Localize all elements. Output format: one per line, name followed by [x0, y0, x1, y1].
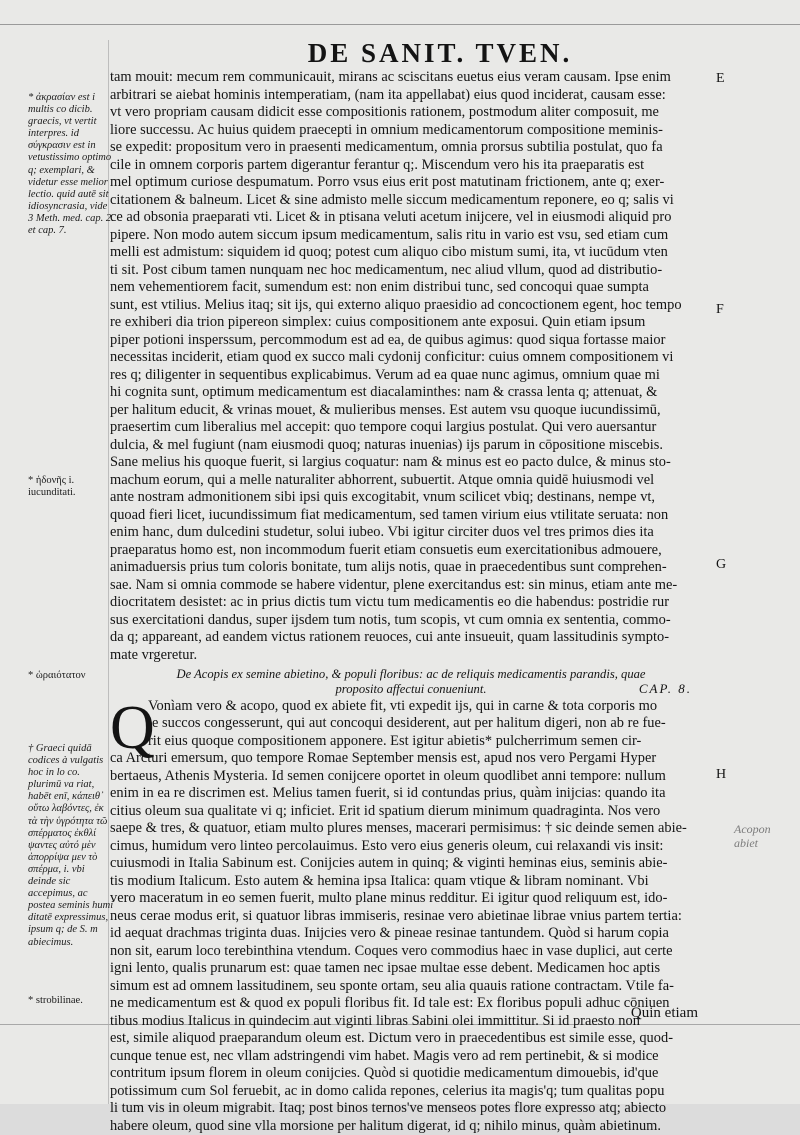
margin-letter-h: H	[716, 767, 726, 783]
running-head: DE SANIT. TVEN.	[270, 38, 610, 68]
side-note-4: † Graeci quidā codices à vulgatis hoc in lo co. plurimū va riat, habēt enī, κάπειθ᾽ οὕτω λαβόντες, ἐκ τὰ τὴν ὑγρότητα τῶ σπέρματος ἐκθλί ψαντες αὐτό μὲν ἀπορρίψα μεν τὸ σπέρμα, i. vbi deinde sic accepimus, ac postea seminis humi ditatē expressimus, ipsum q; de S. m abiecimus.	[28, 743, 114, 949]
text-line: ti sit. Post cibum tamen nunquam nec hoc medicamentum, nec aliud vllum, quod ad distributio-	[110, 262, 712, 280]
side-notes	[8, 40, 108, 1020]
chapter-caption	[110, 667, 712, 698]
text-line: nem vehementiorem facit, sumendum est: non enim distribui tunc, sed concoqui quae sumpta	[110, 279, 712, 297]
text-line: enim in ea re discrimen est. Melius tamen fuerit, si id contundas prius, quàm inijcias: quando ita	[110, 785, 712, 803]
text-line: necessitas inciderit, etiam quod ex succo mali cydonij conficitur: cuius omnem compositionem vi	[110, 349, 712, 367]
side-note-5: * strobilinae.	[28, 995, 114, 1007]
text-line: quoad fieri licet, iucundissimum fiat medicamentum, sed tamen virium eius vtilitate seruata: non	[110, 507, 712, 525]
text-line: cile in omnem corporis partem digerantur ferantur q;. Miscendum vero his ita praeparatis est	[110, 157, 712, 175]
text-line: Vonìam vero & acopo, quod ex abiete fit, vti expedit ijs, qui in carne & tota corporis mo	[110, 698, 712, 716]
text-line: dulcia, & mel fugiunt (nam eiusmodi quoq; naturas inuenias) ijs parum in cōpositione miscebis.	[110, 437, 712, 455]
text-line: hi cognita sunt, optimum medicamentum est diacalaminthes: nam & crassa lenta q; attenuat, &	[110, 384, 712, 402]
text-line: ne medicamentum est & quod ex populi floribus fit. Id tale est: Ex floribus populi adhuc cōniuen	[110, 995, 712, 1013]
handwritten-annotation: Acopon abiet	[734, 822, 794, 850]
text-block-2	[110, 698, 712, 1135]
text-line: re exhiberi dia trion pipereon simplex: cuius compositionem ante exposui. Quin etiam ipsum	[110, 314, 712, 332]
text-line: non sit, earum loco terebinthina vtendum. Coques vero commodius haec in vase duplici, aut certe	[110, 943, 712, 961]
text-line: ca Arcturi emersum, quo tempore Romae September mensis est, apud nos vero Pergami Hyper	[110, 750, 712, 768]
text-line: tam mouit: mecum rem communicauit, mirans ac sciscitans euetus eius veram causam. Ipse enim	[110, 69, 712, 87]
text-line: citationem & balneum. Licet & sine admisto melle siccum medicamentum reponere, eo q; salis vi	[110, 192, 712, 210]
margin-letter-f: F	[716, 302, 724, 318]
text-line: sae. Nam si omnia commode se habere videntur, plene exercitandus est: sin minus, etiam ante me-	[110, 577, 712, 595]
text-line: praesertim cum liberalius mel accepit: quo tempore coqui largius postulat. Qui vero auersantur	[110, 419, 712, 437]
text-block-1	[110, 69, 712, 664]
catchword: Quin etiam	[631, 1004, 698, 1022]
drop-cap: Q	[110, 700, 155, 756]
text-line: neus cerae modus erit, si quatuor libras immiseris, resinae vero abietinae librae vnius partem tertia:	[110, 908, 712, 926]
text-line: tibus modius Italicus in quindecim aut viginti libras Sabini olei immittitur. Si id praesto non	[110, 1013, 712, 1031]
text-line: contritum ipsum florem in oleum conijcies. Quòd si quotidie medicamentum dimouebis, id'que	[110, 1065, 712, 1083]
text-line: mel optimum curiose despumatum. Porro vsus eius erit post matutinam frictionem, ante q; exer-	[110, 174, 712, 192]
text-line: enim hanc, dum dulcedini studetur, solui iubeo. Vbi igitur circiter duos vel tres primos dies ita	[110, 524, 712, 542]
text-line: sus exercitationi dandus, super ijsdem tum notis, tum scopis, vt cum omnia ex sententia, commo-	[110, 612, 712, 630]
text-line: piper potioni insperssum, percommodum est ad ea, de quibus agimus: quod siqua fortasse maior	[110, 332, 712, 350]
text-line: citius oleum sua qualitate vi q; inficiet. Erit id spatium dierum minimum quadraginta. Nos vero	[110, 803, 712, 821]
margin-letters	[712, 69, 732, 1029]
text-line: potissimum cum Sol feruebit, ac in domo calida repones, celerius ita magis'q; tum qualitas popu	[110, 1083, 712, 1101]
text-line: pipere. Non modo autem siccum ipsum medicamentum, salis ritu in vario est vsu, sed etiam cum	[110, 227, 712, 245]
text-line: id aequat drachmas triginta duas. Inijcies vero & pineae resinae tantundem. Quòd si harum copia	[110, 925, 712, 943]
text-line: cunque tenue est, nec vllam adstringendi vim habet. Magis vero ad rem pertinebit, & si modice	[110, 1048, 712, 1066]
text-line: per halitum educit, & vrinas mouet, & mulieribus menses. Est autem vsu quoque iucundissimū,	[110, 402, 712, 420]
text-line: praeparatus homo est, non incommodum fuerit etiam consuetis eum exercitationibus admouere,	[110, 542, 712, 560]
chapter-caption-row	[110, 682, 712, 698]
side-note-2: * ἡδονῆς i. iucunditati.	[28, 475, 114, 499]
text-line: vt vero propriam causam didicit esse compositionis rationem, postmodum aliter composuit, me	[110, 104, 712, 122]
text-line: ante nostram admonitionem sibi ipsi quis excogitabit, vnum scilicet vbiq; destinans, nempe vt,	[110, 489, 712, 507]
main-text	[110, 69, 712, 1029]
text-line: animaduersis prius tum coloris bonitate, tum alijs notis, quae in praecedentibus sunt comprehen-	[110, 559, 712, 577]
text-line: Sane melius his quoque fuerit, si largius coquatur: nam & minus est eo pacto dulce, & minus sto-	[110, 454, 712, 472]
chapter-paragraph	[110, 698, 712, 1135]
text-line: habere oleum, quod sine vlla morsione per halitum digerat, id q; nihilo minus, quàm abietinum.	[110, 1118, 712, 1135]
side-note-1: * ἀκρασίαν est i multis co dicib. graecis, vt vertit interpres. id σύγκρασιν est in vetustissimo optimo q; exemplari, & videtur esse melior lectio. quid autē sit idiosyncrasia, vide 3 Meth. med. cap. 2. et cap. 7.	[28, 92, 114, 237]
text-line: res q; diligenter in sequentibus explicabimus. Verum ad ea quae nunc agimus, omnium quae mi	[110, 367, 712, 385]
text-line: le succos congesserunt, qui aut concoqui desiderent, aut per halitum digeri, non ab re fue-	[110, 715, 712, 733]
text-line: igni lento, qualis prunarum est: quae tamen nec ipsae multae esse debent. Medicamen hoc aptis	[110, 960, 712, 978]
top-rule	[0, 24, 800, 25]
text-line: rit eius quoque compositionem apponere. Est igitur abietis* pulcherrimum semen cir-	[110, 733, 712, 751]
text-line: cimus, humidum vero linteo percolauimus. Esto vero eius generis oleum, cui relaxandi vis insit:	[110, 838, 712, 856]
margin-letter-g: G	[716, 557, 726, 573]
text-line: melli est admistum: siquidem id quoq; potest cum aliquo cibo mistum sumi, ita, vt iucūdum vten	[110, 244, 712, 262]
text-line: arbitrari se aiebat hominis intemperatiam, (nam ita appellabat) eius quod inciderat, causam esse:	[110, 87, 712, 105]
text-line: vero maceratum in eo semen fuerit, multo plane minus redditur. Ei igitur quod reliquum est, ido-	[110, 890, 712, 908]
side-note-3: * ὡραιότατον	[28, 670, 114, 682]
text-line: simum est ad omnem lassitudinem, seu sponte ortam, seu alia quauis ratione contractam. Vtile fa-	[110, 978, 712, 996]
text-line: diocritatem desistet: ac in prius dictis tum victu tum medicamentis eo die habendus: postridie rur	[110, 594, 712, 612]
text-line: se expedit: propositum vero in praesenti medicamentum, omnia prorsus subtilia postulat, quo fa	[110, 139, 712, 157]
chapter-caption-line-1: De Acopis ex semine abietino, & populi floribus: ac de reliquis medicamentis parandis, quae	[110, 667, 712, 682]
text-line: machum eorum, qui a melle naturaliter abhorrent, subuertit. Atque omnia quidē huiusmodi vel	[110, 472, 712, 490]
text-line: da q; appareant, ad eandem victus rationem reuoces, cui ante insueuit, quam lassitudinis sympto-	[110, 629, 712, 647]
text-line: ce ad obsonia praeparati vti. Licet & in ptisana veluti acetum inijcere, vel in eiusmodi aliquid pro	[110, 209, 712, 227]
text-line: sunt, est vtilius. Melius itaq; sit ijs, qui externo aliquo praesidio ad concoctionem egent, hoc tempo	[110, 297, 712, 315]
text-line: tis modium Italicum. Esto autem & hemina ipsa Italica: quam vtique & libram nominant. Vbi	[110, 873, 712, 891]
text-line: li tum vis in oleum migrabit. Itaq; post binos ternos've menseos potes flore expresso atq; abiecto	[110, 1100, 712, 1118]
text-line: saepe & tres, & quatuor, etiam multo plures menses, macerari permisimus: † sic deinde semen abie-	[110, 820, 712, 838]
text-line: liore successu. Ac huius quidem praecepti in omnium medicamentorum compositione meminis-	[110, 122, 712, 140]
text-line: cuiusmodi in Italia Sabinum est. Conijcies autem in quinq; & viginti heminas eius, seminis abie-	[110, 855, 712, 873]
text-line: bertaeus, Athenis Mysteria. Id semen conijcere oportet in oleum quodlibet anni tempore: nullum	[110, 768, 712, 786]
chapter-label: CAP. 8.	[639, 682, 692, 697]
margin-letter-e: E	[716, 71, 725, 87]
text-line: est, simile aliquod praeparandum oleum est. Dictum vero in praecedentibus est simile esse, quod-	[110, 1030, 712, 1048]
chapter-caption-line-2: proposito affectui conueniunt.	[336, 682, 487, 696]
text-line: mate vrgeretur.	[110, 647, 712, 665]
